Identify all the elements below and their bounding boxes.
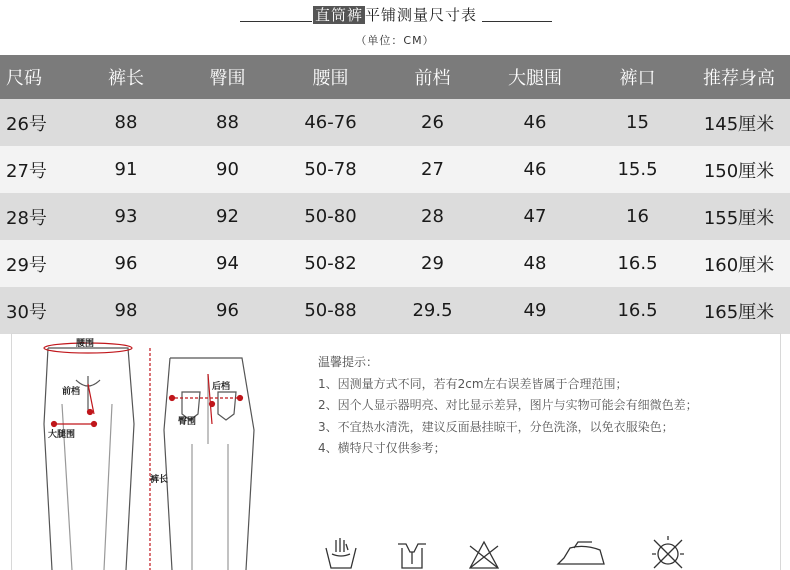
column-header-front-rise: 前档 <box>382 55 483 99</box>
table-cell: 46 <box>483 99 587 146</box>
table-cell: 16.5 <box>587 240 688 287</box>
table-cell: 46 <box>483 146 587 193</box>
label-waist: 腰围 <box>76 339 95 349</box>
table-cell: 93 <box>76 193 176 240</box>
table-row <box>0 287 790 334</box>
table-row <box>0 146 790 193</box>
table-cell: 50-78 <box>279 146 382 193</box>
hang-dry-icon <box>398 544 426 568</box>
column-header-hip: 臀围 <box>176 55 279 99</box>
table-cell: 50-88 <box>279 287 382 334</box>
tips-title: 温馨提示： <box>318 355 379 369</box>
table-row <box>0 193 790 240</box>
title-rest: 平铺测量尺寸表 <box>365 6 478 24</box>
title-highlight: 直筒裤 <box>314 6 363 24</box>
table-cell: 48 <box>483 240 587 287</box>
table-cell: 16 <box>587 193 688 240</box>
table-cell: 155厘米 <box>688 193 790 240</box>
table-cell: 49 <box>483 287 587 334</box>
table-cell: 26号 <box>0 99 76 146</box>
page-title <box>309 4 481 25</box>
column-header-waist: 腰围 <box>279 55 382 99</box>
info-panel <box>11 333 781 570</box>
table-header-row <box>0 55 790 99</box>
table-cell: 88 <box>176 99 279 146</box>
size-table <box>0 55 790 334</box>
unit-note: （单位：CM） <box>355 34 435 47</box>
column-header-height: 推荐身高 <box>688 55 790 99</box>
table-cell: 15 <box>587 99 688 146</box>
pants-front-view <box>44 348 134 570</box>
column-header-thigh: 大腿围 <box>483 55 587 99</box>
table-cell: 145厘米 <box>688 99 790 146</box>
table-cell: 94 <box>176 240 279 287</box>
table-cell: 165厘米 <box>688 287 790 334</box>
table-cell: 88 <box>76 99 176 146</box>
table-cell: 28号 <box>0 193 76 240</box>
table-cell: 50-80 <box>279 193 382 240</box>
table-cell: 29 <box>382 240 483 287</box>
table-cell: 91 <box>76 146 176 193</box>
table-cell: 150厘米 <box>688 146 790 193</box>
table-cell: 16.5 <box>587 287 688 334</box>
column-header-length: 裤长 <box>76 55 176 99</box>
pants-measurement-diagram <box>32 334 292 570</box>
table-cell: 28 <box>382 193 483 240</box>
table-cell: 92 <box>176 193 279 240</box>
table-cell: 27 <box>382 146 483 193</box>
label-length: 裤长 <box>150 475 169 485</box>
table-cell: 15.5 <box>587 146 688 193</box>
table-cell: 47 <box>483 193 587 240</box>
table-row <box>0 240 790 287</box>
tip-item: 1、因测量方式不同，若有2cm左右误差皆属于合理范围； <box>318 376 628 391</box>
table-cell: 29号 <box>0 240 76 287</box>
tips-section <box>318 352 778 460</box>
label-thigh: 大腿围 <box>48 430 76 440</box>
label-hip: 臀围 <box>178 417 197 427</box>
column-header-leg-opening: 裤口 <box>587 55 688 99</box>
table-row <box>0 99 790 146</box>
table-cell: 29.5 <box>382 287 483 334</box>
label-back-rise: 后档 <box>212 382 231 392</box>
table-cell: 98 <box>76 287 176 334</box>
table-cell: 27号 <box>0 146 76 193</box>
table-cell: 30号 <box>0 287 76 334</box>
tip-item: 3、不宜热水清洗，建议反面悬挂晾干，分色洗涤，以免衣服染色； <box>318 419 674 434</box>
table-cell: 26 <box>382 99 483 146</box>
table-cell: 160厘米 <box>688 240 790 287</box>
table-cell: 50-82 <box>279 240 382 287</box>
do-not-bleach-icon <box>470 542 498 568</box>
label-front-rise: 前档 <box>62 387 81 397</box>
table-cell: 46-76 <box>279 99 382 146</box>
hand-wash-icon <box>326 538 356 568</box>
column-header-size: 尺码 <box>0 55 76 99</box>
measurement-guides <box>44 343 243 570</box>
table-cell: 96 <box>76 240 176 287</box>
tip-item: 4、横特尺寸仅供参考； <box>318 441 446 455</box>
care-icons-row <box>318 532 778 570</box>
title-bar <box>0 4 790 25</box>
iron-icon <box>558 542 604 564</box>
table-cell: 90 <box>176 146 279 193</box>
do-not-tumble-dry-icon <box>652 536 684 568</box>
table-cell: 96 <box>176 287 279 334</box>
tip-item: 2、因个人显示器明亮、对比显示差异，图片与实物可能会有细微色差； <box>318 398 698 412</box>
